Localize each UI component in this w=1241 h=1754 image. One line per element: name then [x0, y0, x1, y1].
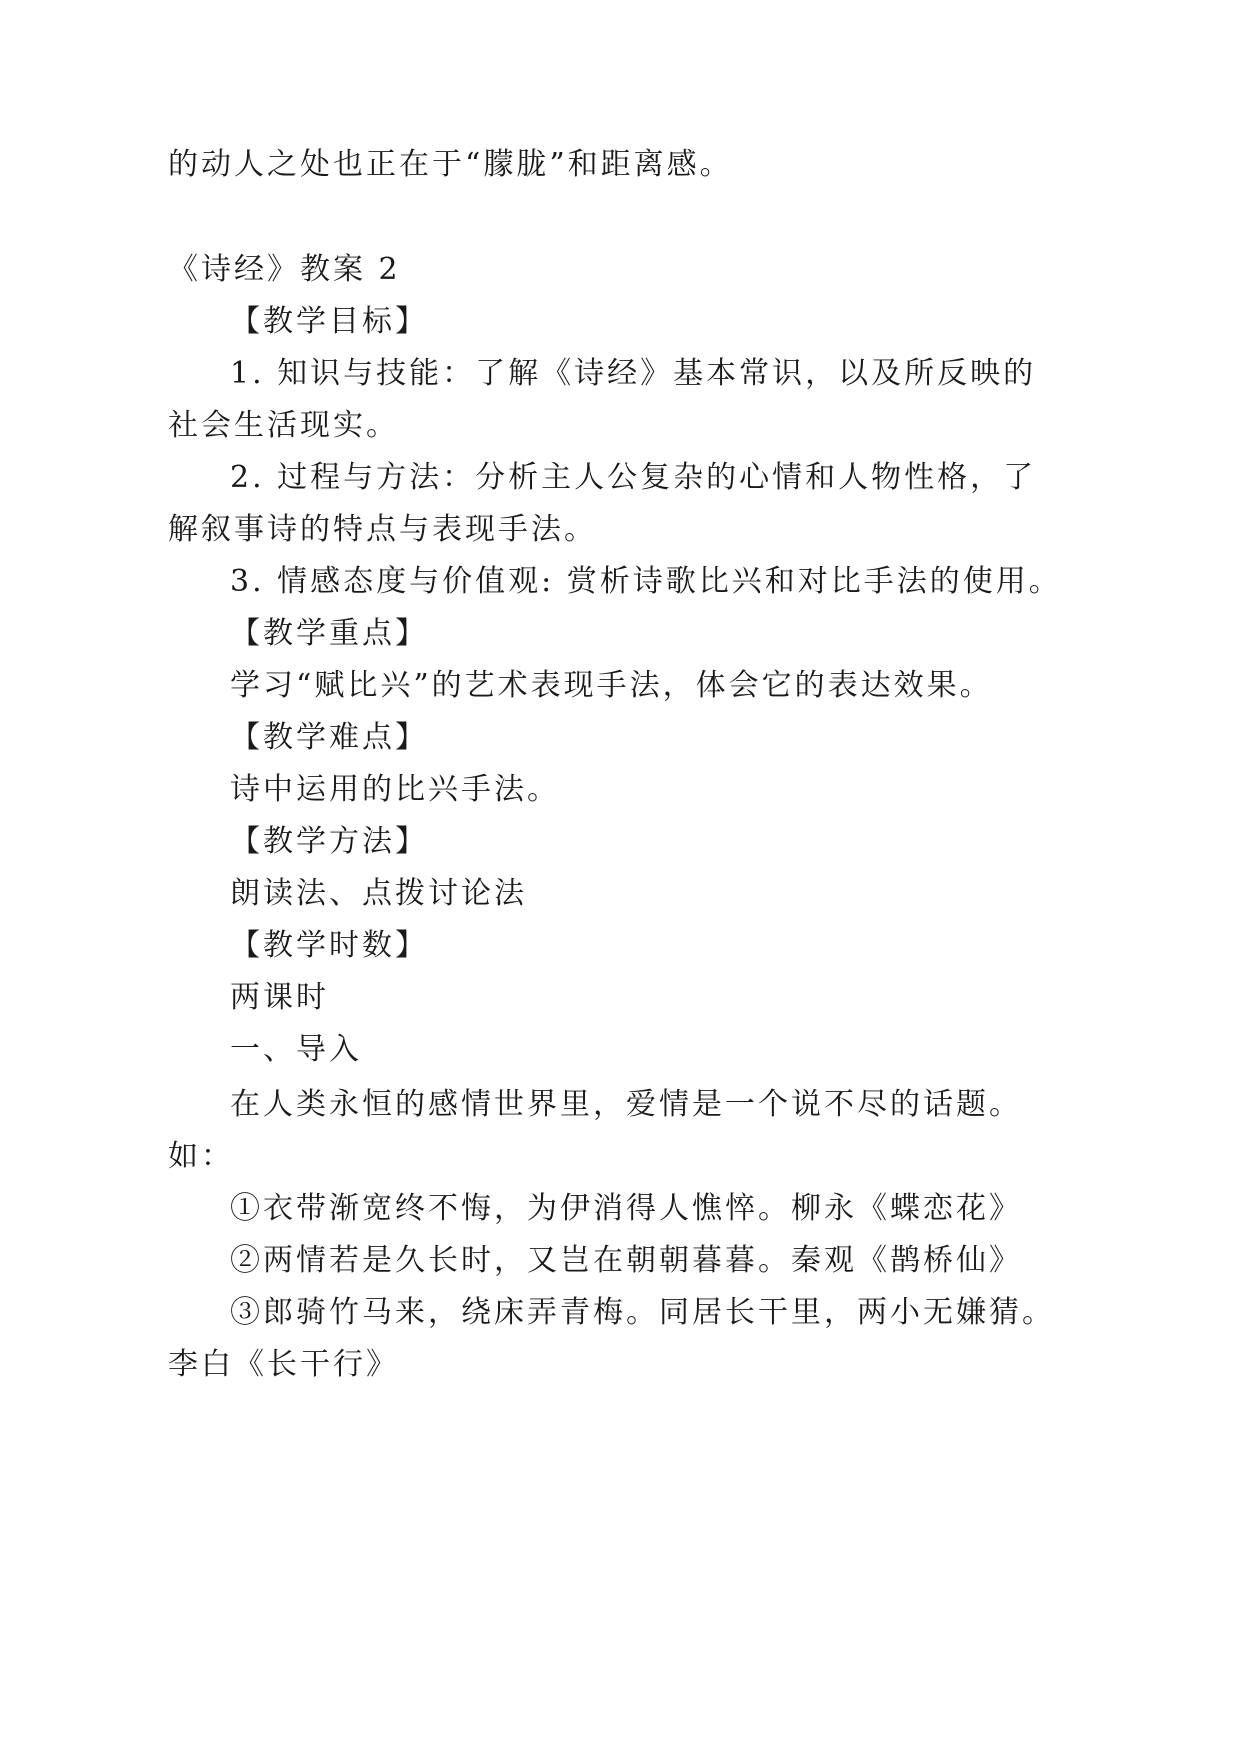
- quote-1: ①衣带渐宽终不悔，为伊消得人憔悴。柳永《蝶恋花》: [230, 1191, 1022, 1226]
- objective-2-line-1: 2. 过程与方法：分析主人公复杂的心情和人物性格，了: [230, 460, 1037, 495]
- intro-line-2: 如：: [168, 1139, 234, 1174]
- key-point-heading: 【教学重点】: [230, 616, 428, 651]
- objective-1-line-2: 社会生活现实。: [168, 408, 399, 443]
- objective-3: 3. 情感态度与价值观: 赏析诗歌比兴和对比手法的使用。: [230, 564, 1062, 599]
- quote-2: ②两情若是久长时，又岂在朝朝暮暮。秦观《鹊桥仙》: [230, 1243, 1022, 1278]
- objective-2-line-2: 解叙事诗的特点与表现手法。: [168, 512, 597, 547]
- intro-heading: 一、导入: [230, 1032, 362, 1067]
- objectives-heading: 【教学目标】: [230, 304, 428, 339]
- difficulty-text: 诗中运用的比兴手法。: [230, 772, 560, 807]
- hours-text: 两课时: [230, 980, 329, 1015]
- lesson-title: 《诗经》教案 2: [168, 252, 401, 287]
- key-point-text: 学习“赋比兴”的艺术表现手法，体会它的表达效果。: [230, 668, 993, 703]
- quote-3-line-2: 李白《长干行》: [168, 1347, 399, 1382]
- objective-1-line-1: 1. 知识与技能：了解《诗经》基本常识，以及所反映的: [230, 356, 1037, 391]
- quote-3-line-1: ③郎骑竹马来，绕床弄青梅。同居长干里，两小无嫌猜。: [230, 1295, 1055, 1330]
- continuation-text: 的动人之处也正在于“朦胧”和距离感。: [168, 147, 733, 182]
- hours-heading: 【教学时数】: [230, 928, 428, 963]
- difficulty-heading: 【教学难点】: [230, 720, 428, 755]
- method-text: 朗读法、点拨讨论法: [230, 876, 527, 911]
- intro-line-1: 在人类永恒的感情世界里，爱情是一个说不尽的话题。: [230, 1087, 1022, 1122]
- method-heading: 【教学方法】: [230, 824, 428, 859]
